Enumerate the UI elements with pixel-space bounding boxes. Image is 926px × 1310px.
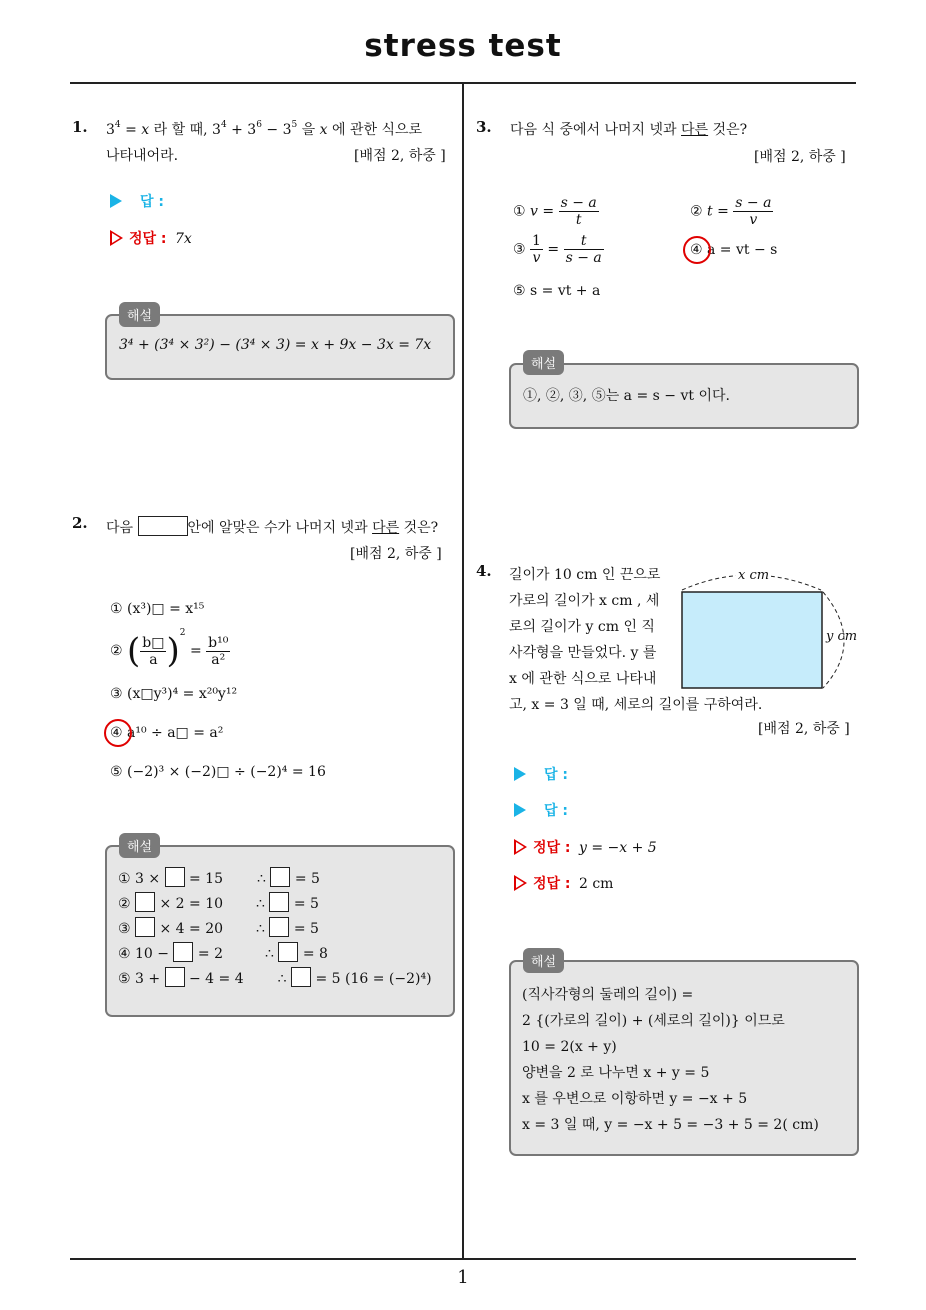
q4-correct-row-1 (514, 837, 657, 857)
q2-solution-rows (118, 867, 432, 992)
q2-solution-row: ④ 10 − = 2 ∴ = 8 (118, 942, 432, 967)
q2-option-4: ④ a¹⁰ ÷ a□ = a² (110, 725, 224, 741)
q1-number: 1. (72, 118, 88, 136)
q4-solution-line: x = 3 일 때, y = −x + 5 = −3 + 5 = 2( cm) (522, 1117, 819, 1133)
q3-text-line1: 다음 식 중에서 나머지 넷과 다른 것은? (510, 122, 748, 138)
footer-rule (70, 1258, 856, 1260)
q3-solution-text: ①, ②, ③, ⑤는 a = s − vt 이다. (523, 388, 730, 404)
q4-solution-line: 2 {(가로의 길이) + (세로의 길이)} 이므로 (522, 1013, 785, 1029)
q1-score: [배점 2, 하중 ] (354, 148, 446, 164)
answer-arrow-icon (110, 194, 122, 208)
column-divider (462, 84, 464, 1260)
q4-text-line: 로의 길이가 y cm 인 직 (509, 619, 655, 635)
q2-solution-row: ③ × 4 = 20 ∴ = 5 (118, 917, 432, 942)
q1-text-line1: $3^4 = x$ 라 할 때, $3^4 + 3^6 - 3^5$ 을 x 에 관한 식으로 (106, 120, 423, 138)
q2-number: 2. (72, 514, 88, 532)
page-number: 1 (457, 1267, 469, 1288)
q2-answer-circle (104, 719, 132, 747)
q4-text-line: 사각형을 만들었다. y 를 (509, 645, 657, 661)
q4-solution-line: 10 = 2(x + y) (522, 1039, 617, 1055)
q4-solution-line: x 를 우변으로 이항하면 y = −x + 5 (522, 1091, 748, 1107)
correct-label: 정답 : (533, 840, 571, 856)
q2-solution-row: ① 3 × = 15 ∴ = 5 (118, 867, 432, 892)
q2-score: [배점 2, 하중 ] (350, 546, 442, 562)
q4-text-line: x 에 관한 식으로 나타내 (509, 671, 657, 687)
q1-solution-tag: 해설 (119, 302, 160, 327)
q3-solution-tag: 해설 (523, 350, 564, 375)
q4-text-line: 길이가 10 cm 인 끈으로 (509, 567, 661, 583)
answer-arrow-icon (514, 803, 526, 817)
q4-correct-value-1: y = −x + 5 (578, 840, 657, 856)
q3-option-2: ② t = $\frac{s - a}{v}$ (690, 195, 772, 228)
q1-correct-row (110, 228, 192, 248)
answer-label: 답 : (544, 767, 568, 783)
answer-label: 답 : (544, 803, 568, 819)
q3-option-1: ① v = $\frac{s - a}{t}$ (513, 195, 597, 228)
q4-correct-row-2 (514, 873, 613, 893)
q3-option-5: ⑤ s = vt + a (513, 283, 601, 299)
correct-arrow-icon (514, 839, 527, 855)
q1-correct-value: 7x (174, 231, 192, 247)
q3-option-3: ③ $\frac{1}{v}$ = $\frac{t}{s - a}$ (513, 233, 602, 266)
q4-solution-tag: 해설 (523, 948, 564, 973)
q4-text-line: 고, x = 3 일 때, 세로의 길이를 구하여라. (509, 697, 763, 713)
correct-label: 정답 : (129, 231, 167, 247)
q2-option-5: ⑤ (−2)³ × (−2)□ ÷ (−2)⁴ = 16 (110, 764, 326, 780)
answer-label: 답 : (140, 194, 164, 210)
q2-option-3: ③ (x□y³)⁴ = x²⁰y¹² (110, 686, 238, 702)
q4-solution-line: 양변을 2 로 나누면 x + y = 5 (522, 1065, 710, 1081)
q1-answer-row (110, 191, 164, 211)
correct-arrow-icon (110, 230, 123, 246)
q4-correct-value-2: 2 cm (578, 876, 614, 892)
q2-text-line1: 다음 안에 알맞은 수가 나머지 넷과 다른 것은? (106, 516, 438, 537)
answer-arrow-icon (514, 767, 526, 781)
q3-answer-circle (683, 236, 711, 264)
q2-option-1: ① (x³)□ = x¹⁵ (110, 601, 205, 617)
q2-solution-tag: 해설 (119, 833, 160, 858)
q4-score: [배점 2, 하중 ] (758, 721, 850, 737)
q3-number: 3. (476, 118, 492, 136)
q4-figure-y-label: y cm (826, 629, 858, 644)
q4-figure-x-label: x cm (738, 568, 770, 583)
correct-arrow-icon (514, 875, 527, 891)
q3-option-4: ④ a = vt − s (690, 242, 778, 258)
correct-label: 정답 : (533, 876, 571, 892)
q3-score: [배점 2, 하중 ] (754, 149, 846, 165)
page-title: stress test (364, 28, 562, 64)
q4-number: 4. (476, 562, 492, 580)
q2-blank-box (138, 516, 188, 536)
q4-solution-lines (522, 982, 819, 1138)
q1-solution-text: 3⁴ + (3⁴ × 3²) − (3⁴ × 3) = x + 9x − 3x = 7x (119, 337, 432, 353)
q2-solution-row: ⑤ 3 + − 4 = 4 ∴ = 5 (16 = (−2)⁴) (118, 967, 432, 992)
q4-solution-line: (직사각형의 둘레의 길이) = (522, 987, 694, 1003)
q2-option-2: ② ( $\frac{b□}{a}$ )$^2$ = $\frac{\text{b¹⁰}}{\text{a²}}$ (110, 628, 229, 671)
q4-answer-row-1 (514, 764, 568, 784)
q2-solution-row: ② × 2 = 10 ∴ = 5 (118, 892, 432, 917)
q1-text-line2: 나타내어라. (106, 148, 179, 164)
q4-text-line: 가로의 길이가 x cm , 세 (509, 593, 660, 609)
q4-answer-row-2 (514, 800, 568, 820)
